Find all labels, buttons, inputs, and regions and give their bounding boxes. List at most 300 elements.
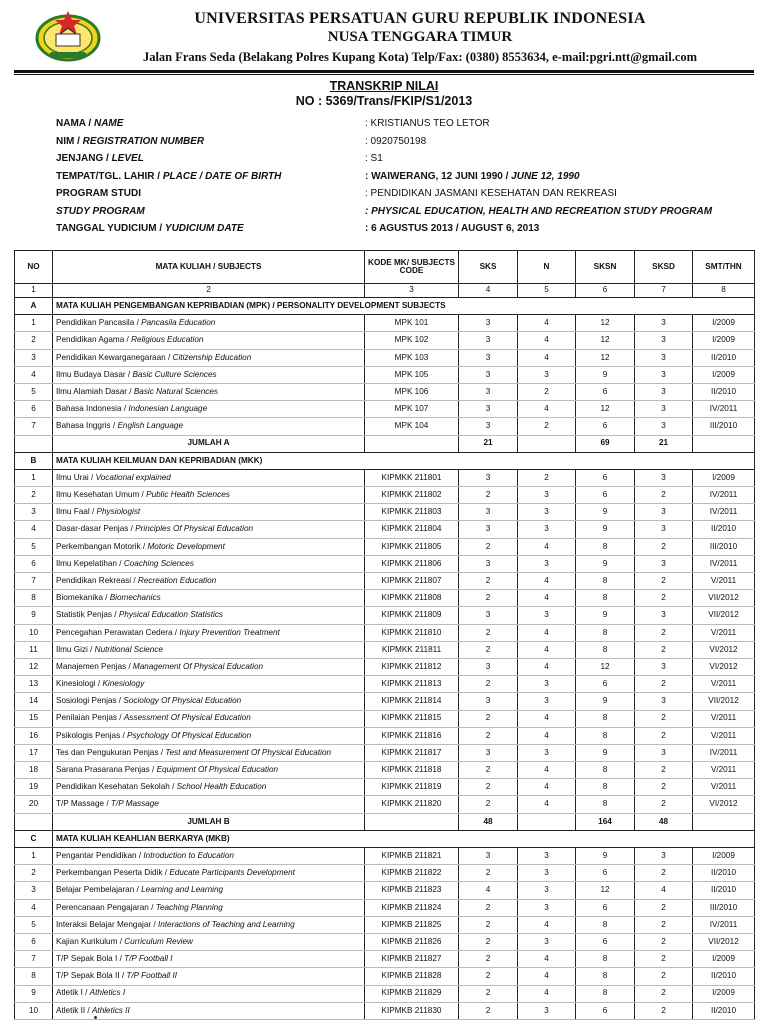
subject-code: MPK 102 bbox=[365, 332, 459, 349]
table-row bbox=[15, 985, 755, 1002]
sks-value: 2 bbox=[459, 624, 518, 641]
sksd-value: 2 bbox=[635, 916, 693, 933]
sksd-value: 3 bbox=[635, 607, 693, 624]
university-address: Jalan Frans Seda (Belakang Polres Kupang Kota) Telp/Fax: (0380) 8553634, e-mail:pgri.ntt@gmail.com bbox=[142, 50, 698, 64]
sksn-value: 12 bbox=[576, 332, 635, 349]
birth-label: TEMPAT/TGL. LAHIR / bbox=[56, 170, 163, 182]
sksd-value: 3 bbox=[635, 469, 693, 486]
column-index: 8 bbox=[693, 284, 755, 298]
subject-cell bbox=[53, 624, 365, 641]
sksd-value: 2 bbox=[635, 676, 693, 693]
row-no: 1 bbox=[15, 315, 53, 332]
subject-cell bbox=[53, 418, 365, 435]
table-row bbox=[15, 555, 755, 572]
semester-value: III/2010 bbox=[693, 899, 755, 916]
table-row bbox=[15, 1002, 755, 1019]
row-no: 14 bbox=[15, 693, 53, 710]
subject-name-en: T/P Football I bbox=[124, 954, 173, 964]
subject-name-en: Basic Culture Sciences bbox=[132, 369, 217, 379]
subject-cell bbox=[53, 744, 365, 761]
total-sksd: 21 bbox=[635, 435, 693, 452]
sksd-value: 2 bbox=[635, 951, 693, 968]
sksd-value: 3 bbox=[635, 366, 693, 383]
subject-code: KIPMKB 211823 bbox=[365, 882, 459, 899]
sksn-value: 8 bbox=[576, 710, 635, 727]
table-row bbox=[15, 676, 755, 693]
sksd-value: 2 bbox=[635, 865, 693, 882]
semester-value: III/2010 bbox=[693, 418, 755, 435]
subject-name-id: T/P Sepak Bola II / bbox=[56, 971, 127, 981]
semester-value: I/2009 bbox=[693, 315, 755, 332]
subject-name-id: T/P Sepak Bola I / bbox=[56, 954, 125, 964]
n-value: 3 bbox=[518, 487, 576, 504]
sksn-value: 6 bbox=[576, 383, 635, 400]
sks-value: 2 bbox=[459, 1002, 518, 1019]
semester-value: VII/2012 bbox=[693, 607, 755, 624]
subject-name-en: Injury Prevention Treatment bbox=[179, 627, 280, 637]
semester-value: II/2010 bbox=[693, 865, 755, 882]
subject-name-en: Biomechanics bbox=[109, 593, 161, 603]
row-no: 4 bbox=[15, 899, 53, 916]
sksn-value: 8 bbox=[576, 573, 635, 590]
level-label: JENJANG / bbox=[56, 153, 112, 164]
semester-value: IV/2011 bbox=[693, 401, 755, 418]
program-en-label: STUDY PROGRAM bbox=[56, 205, 145, 217]
subject-name-id: Ilmu Alamiah Dasar / bbox=[56, 386, 134, 396]
table-row bbox=[15, 744, 755, 761]
sksd-value: 3 bbox=[635, 418, 693, 435]
subject-name-en: Motoric Development bbox=[147, 541, 225, 551]
subject-name-en: Psychology Of Physical Education bbox=[127, 730, 252, 740]
subject-cell bbox=[53, 710, 365, 727]
table-row bbox=[15, 779, 755, 796]
sksd-value: 2 bbox=[635, 487, 693, 504]
section-header-row bbox=[15, 830, 755, 847]
n-value: 4 bbox=[518, 916, 576, 933]
table-row bbox=[15, 641, 755, 658]
row-no: 3 bbox=[15, 349, 53, 366]
n-value: 3 bbox=[518, 1002, 576, 1019]
total-sksn: 164 bbox=[576, 813, 635, 830]
table-row bbox=[15, 469, 755, 486]
row-no: 5 bbox=[15, 916, 53, 933]
table-row bbox=[15, 658, 755, 675]
letterhead bbox=[0, 0, 768, 72]
row-no: 1 bbox=[15, 848, 53, 865]
n-value: 4 bbox=[518, 573, 576, 590]
table-row bbox=[15, 538, 755, 555]
sksd-value: 2 bbox=[635, 968, 693, 985]
sks-value: 3 bbox=[459, 401, 518, 418]
subject-code: KIPMKK 211811 bbox=[365, 641, 459, 658]
n-value: 4 bbox=[518, 349, 576, 366]
subject-name-id: Ilmu Budaya Dasar / bbox=[56, 369, 133, 379]
table-row bbox=[15, 848, 755, 865]
info-row-name bbox=[56, 118, 756, 136]
n-value: 4 bbox=[518, 624, 576, 641]
subject-name-en: Citizenship Education bbox=[172, 352, 252, 362]
student-program: : PENDIDIKAN JASMANI KESEHATAN DAN REKREASI bbox=[365, 188, 617, 199]
header-code: KODE MK/ SUBJECTS CODE bbox=[365, 251, 459, 284]
row-no: 6 bbox=[15, 933, 53, 950]
n-value: 2 bbox=[518, 418, 576, 435]
info-row-level bbox=[56, 153, 756, 171]
sksn-value: 8 bbox=[576, 968, 635, 985]
sksn-value: 9 bbox=[576, 744, 635, 761]
table-row bbox=[15, 504, 755, 521]
sks-value: 2 bbox=[459, 727, 518, 744]
sks-value: 3 bbox=[459, 315, 518, 332]
subject-cell bbox=[53, 555, 365, 572]
row-no: 8 bbox=[15, 590, 53, 607]
subject-cell bbox=[53, 779, 365, 796]
row-no: 6 bbox=[15, 401, 53, 418]
n-value: 2 bbox=[518, 383, 576, 400]
subject-code: MPK 107 bbox=[365, 401, 459, 418]
n-value: 4 bbox=[518, 951, 576, 968]
row-no: 13 bbox=[15, 676, 53, 693]
n-value: 4 bbox=[518, 985, 576, 1002]
sks-value: 2 bbox=[459, 933, 518, 950]
column-index: 2 bbox=[53, 284, 365, 298]
sksn-value: 12 bbox=[576, 882, 635, 899]
semester-value: VI/2012 bbox=[693, 641, 755, 658]
row-no: 18 bbox=[15, 762, 53, 779]
subject-name-en: Kinesiology bbox=[102, 679, 145, 689]
subject-code: KIPMKK 211806 bbox=[365, 555, 459, 572]
sks-value: 3 bbox=[459, 848, 518, 865]
sksn-value: 12 bbox=[576, 315, 635, 332]
subject-cell bbox=[53, 762, 365, 779]
student-birth-en: JUNE 12, 1990 bbox=[511, 170, 580, 182]
subject-name-id: Bahasa Indonesia / bbox=[56, 404, 129, 414]
subject-name-id: Psikologis Penjas / bbox=[56, 730, 127, 740]
table-row bbox=[15, 865, 755, 882]
province-name: NUSA TENGGARA TIMUR bbox=[327, 29, 513, 45]
sks-value: 2 bbox=[459, 899, 518, 916]
header-rule bbox=[14, 70, 754, 73]
column-index: 3 bbox=[365, 284, 459, 298]
sksn-value: 8 bbox=[576, 985, 635, 1002]
subject-code: KIPMKB 211828 bbox=[365, 968, 459, 985]
subject-name-en: English Language bbox=[117, 421, 184, 431]
row-no: 3 bbox=[15, 882, 53, 899]
subject-name-id: Pendidikan Agama / bbox=[56, 335, 132, 345]
sks-value: 3 bbox=[459, 383, 518, 400]
subject-cell bbox=[53, 573, 365, 590]
subject-name-id: Ilmu Kesehatan Umum / bbox=[56, 490, 147, 500]
semester-value: V/2011 bbox=[693, 727, 755, 744]
sks-value: 3 bbox=[459, 366, 518, 383]
sks-value: 3 bbox=[459, 607, 518, 624]
table-row bbox=[15, 332, 755, 349]
sksd-value: 2 bbox=[635, 538, 693, 555]
sksd-value: 2 bbox=[635, 899, 693, 916]
grades-table bbox=[14, 250, 755, 1020]
row-no: 9 bbox=[15, 607, 53, 624]
subject-name-id: Pendidikan Rekreasi / bbox=[56, 575, 138, 585]
column-index: 4 bbox=[459, 284, 518, 298]
sksn-value: 6 bbox=[576, 1002, 635, 1019]
sksd-value: 2 bbox=[635, 590, 693, 607]
subject-name-en: Physiologist bbox=[96, 507, 141, 517]
subject-cell bbox=[53, 882, 365, 899]
sks-value: 3 bbox=[459, 521, 518, 538]
table-row bbox=[15, 401, 755, 418]
semester-value: IV/2011 bbox=[693, 916, 755, 933]
sksd-value: 3 bbox=[635, 848, 693, 865]
sks-value: 2 bbox=[459, 865, 518, 882]
table-row bbox=[15, 933, 755, 950]
student-yudicium: : 6 AGUSTUS 2013 / AUGUST 6, 2013 bbox=[365, 223, 540, 234]
total-label: JUMLAH A bbox=[53, 435, 365, 452]
info-row-birth bbox=[56, 171, 756, 189]
student-level: : S1 bbox=[365, 153, 383, 164]
sks-value: 3 bbox=[459, 349, 518, 366]
sks-value: 3 bbox=[459, 658, 518, 675]
sks-value: 2 bbox=[459, 779, 518, 796]
subject-cell bbox=[53, 916, 365, 933]
sks-value: 3 bbox=[459, 693, 518, 710]
row-no: 2 bbox=[15, 332, 53, 349]
subject-cell bbox=[53, 951, 365, 968]
semester-value: IV/2011 bbox=[693, 504, 755, 521]
n-value: 3 bbox=[518, 504, 576, 521]
subject-code: KIPMKB 211821 bbox=[365, 848, 459, 865]
sksd-value: 3 bbox=[635, 349, 693, 366]
total-label: JUMLAH B bbox=[53, 813, 365, 830]
subject-cell bbox=[53, 521, 365, 538]
sks-value: 3 bbox=[459, 555, 518, 572]
document-title: TRANSKRIP NILAI bbox=[329, 79, 439, 93]
n-value: 3 bbox=[518, 607, 576, 624]
subject-code: KIPMKK 211812 bbox=[365, 658, 459, 675]
sksd-value: 3 bbox=[635, 693, 693, 710]
total-sks: 21 bbox=[459, 435, 518, 452]
table-header-row bbox=[15, 251, 755, 284]
program-label: PROGRAM STUDI bbox=[56, 188, 141, 199]
subject-name-id: Ilmu Kepelatihan / bbox=[56, 558, 124, 568]
sksn-value: 8 bbox=[576, 796, 635, 813]
subject-code: KIPMKK 211805 bbox=[365, 538, 459, 555]
semester-value: V/2011 bbox=[693, 676, 755, 693]
semester-value: I/2009 bbox=[693, 469, 755, 486]
row-no: 4 bbox=[15, 366, 53, 383]
subject-name-en: Indonesian Language bbox=[128, 404, 208, 414]
info-row-nim bbox=[56, 136, 756, 154]
sksn-value: 9 bbox=[576, 555, 635, 572]
semester-value: II/2010 bbox=[693, 521, 755, 538]
sks-value: 2 bbox=[459, 676, 518, 693]
sks-value: 2 bbox=[459, 985, 518, 1002]
subject-cell bbox=[53, 469, 365, 486]
row-no: 17 bbox=[15, 744, 53, 761]
student-birth: : WAIWERANG, 12 JUNI 1990 / bbox=[365, 170, 512, 182]
sksd-value: 2 bbox=[635, 624, 693, 641]
subject-name-en: Interactions of Teaching and Learning bbox=[157, 919, 295, 929]
section-title: MATA KULIAH PENGEMBANGAN KEPRIBADIAN (MPK) / PERSONALITY DEVELOPMENT SUBJECTS bbox=[53, 298, 755, 315]
nim-label-en: REGISTRATION NUMBER bbox=[82, 135, 205, 147]
sks-value: 2 bbox=[459, 710, 518, 727]
sks-value: 2 bbox=[459, 573, 518, 590]
sksd-value: 3 bbox=[635, 744, 693, 761]
total-blank bbox=[693, 813, 755, 830]
info-row-program-en bbox=[56, 206, 756, 224]
yudicium-label: TANGGAL YUDICIUM / bbox=[56, 223, 165, 234]
subject-name-id: Perkembangan Motorik / bbox=[56, 541, 148, 551]
sksn-value: 6 bbox=[576, 676, 635, 693]
subject-name-en: Athletics I bbox=[89, 988, 126, 998]
sksd-value: 2 bbox=[635, 641, 693, 658]
section-header-row bbox=[15, 452, 755, 469]
total-blank bbox=[518, 813, 576, 830]
subject-code: KIPMKK 211804 bbox=[365, 521, 459, 538]
sksd-value: 2 bbox=[635, 710, 693, 727]
row-no: 7 bbox=[15, 951, 53, 968]
subject-code: KIPMKB 211826 bbox=[365, 933, 459, 950]
row-no: 15 bbox=[15, 710, 53, 727]
semester-value: VI/2012 bbox=[693, 658, 755, 675]
semester-value: II/2010 bbox=[693, 968, 755, 985]
subject-code: KIPMKK 211813 bbox=[365, 676, 459, 693]
subject-cell bbox=[53, 590, 365, 607]
n-value: 4 bbox=[518, 762, 576, 779]
subject-code: KIPMKK 211819 bbox=[365, 779, 459, 796]
nim-label: NIM / bbox=[56, 135, 83, 147]
stray-dot bbox=[94, 1016, 97, 1019]
sksn-value: 6 bbox=[576, 933, 635, 950]
header-rule-thin bbox=[14, 74, 754, 75]
total-blank bbox=[693, 435, 755, 452]
sksn-value: 9 bbox=[576, 504, 635, 521]
column-index: 6 bbox=[576, 284, 635, 298]
row-no: 3 bbox=[15, 504, 53, 521]
semester-value: II/2010 bbox=[693, 349, 755, 366]
subject-code: KIPMKK 211807 bbox=[365, 573, 459, 590]
subject-name-en: Pancasila Education bbox=[141, 318, 216, 328]
sksn-value: 9 bbox=[576, 366, 635, 383]
sks-value: 4 bbox=[459, 882, 518, 899]
sksd-value: 2 bbox=[635, 933, 693, 950]
semester-value: V/2011 bbox=[693, 624, 755, 641]
table-row bbox=[15, 573, 755, 590]
subject-cell bbox=[53, 332, 365, 349]
sksd-value: 3 bbox=[635, 504, 693, 521]
subject-code: KIPMKK 211810 bbox=[365, 624, 459, 641]
n-value: 3 bbox=[518, 882, 576, 899]
table-row bbox=[15, 727, 755, 744]
row-no: 1 bbox=[15, 469, 53, 486]
subject-cell bbox=[53, 487, 365, 504]
table-row bbox=[15, 882, 755, 899]
subject-name-en: Public Health Sciences bbox=[146, 490, 230, 500]
table-row bbox=[15, 366, 755, 383]
section-total-row bbox=[15, 435, 755, 452]
table-row bbox=[15, 315, 755, 332]
row-no: 9 bbox=[15, 985, 53, 1002]
sks-value: 3 bbox=[459, 332, 518, 349]
subject-name-en: Assessment Of Physical Education bbox=[123, 713, 251, 723]
header-no: NO bbox=[15, 251, 53, 284]
sksn-value: 8 bbox=[576, 779, 635, 796]
sksd-value: 2 bbox=[635, 1002, 693, 1019]
subject-cell bbox=[53, 658, 365, 675]
sks-value: 2 bbox=[459, 487, 518, 504]
row-no: 12 bbox=[15, 658, 53, 675]
subject-code: KIPMKK 211808 bbox=[365, 590, 459, 607]
subject-cell bbox=[53, 349, 365, 366]
semester-value: IV/2011 bbox=[693, 744, 755, 761]
subject-name-id: T/P Massage / bbox=[56, 799, 111, 809]
subject-name-id: Pengantar Pendidikan / bbox=[56, 850, 144, 860]
sksd-value: 3 bbox=[635, 401, 693, 418]
sksn-value: 9 bbox=[576, 693, 635, 710]
column-index: 1 bbox=[15, 284, 53, 298]
row-no: 19 bbox=[15, 779, 53, 796]
subject-name-id: Pendidikan Kewarganegaraan / bbox=[56, 352, 173, 362]
semester-value: VII/2012 bbox=[693, 590, 755, 607]
pgri-logo-icon bbox=[34, 8, 102, 64]
subject-name-id: Sarana Prasarana Penjas / bbox=[56, 765, 157, 775]
total-sksn: 69 bbox=[576, 435, 635, 452]
subject-code: KIPMKB 211825 bbox=[365, 916, 459, 933]
subject-code: KIPMKK 211814 bbox=[365, 693, 459, 710]
semester-value: IV/2011 bbox=[693, 555, 755, 572]
section-title: MATA KULIAH KEAHLIAN BERKARYA (MKB) bbox=[53, 830, 755, 847]
sks-value: 2 bbox=[459, 641, 518, 658]
sksd-value: 2 bbox=[635, 985, 693, 1002]
semester-value: II/2010 bbox=[693, 1002, 755, 1019]
n-value: 4 bbox=[518, 315, 576, 332]
sks-value: 3 bbox=[459, 504, 518, 521]
sksn-value: 8 bbox=[576, 762, 635, 779]
semester-value: I/2009 bbox=[693, 985, 755, 1002]
sksd-value: 3 bbox=[635, 332, 693, 349]
column-index: 7 bbox=[635, 284, 693, 298]
sksd-value: 3 bbox=[635, 383, 693, 400]
subject-cell bbox=[53, 796, 365, 813]
sksn-value: 8 bbox=[576, 951, 635, 968]
level-label-en: LEVEL bbox=[111, 153, 144, 164]
column-index: 5 bbox=[518, 284, 576, 298]
n-value: 3 bbox=[518, 555, 576, 572]
section-total-row bbox=[15, 813, 755, 830]
yudicium-label-en: YUDICIUM DATE bbox=[164, 223, 244, 234]
subject-name-id: Tes dan Pengukuran Penjas / bbox=[56, 747, 166, 757]
n-value: 4 bbox=[518, 641, 576, 658]
subject-name-id: Statistik Penjas / bbox=[56, 610, 119, 620]
subject-name-en: Religious Education bbox=[131, 335, 204, 345]
subject-cell bbox=[53, 366, 365, 383]
row-no: 16 bbox=[15, 727, 53, 744]
table-row bbox=[15, 710, 755, 727]
sks-value: 3 bbox=[459, 744, 518, 761]
document-number: NO : 5369/Trans/FKIP/S1/2013 bbox=[295, 94, 473, 108]
subject-name-en: Test and Measurement Of Physical Education bbox=[165, 747, 332, 757]
row-no: 10 bbox=[15, 624, 53, 641]
total-blank bbox=[365, 813, 459, 830]
n-value: 4 bbox=[518, 401, 576, 418]
subject-cell bbox=[53, 401, 365, 418]
subject-name-en: Sociology Of Physical Education bbox=[123, 696, 242, 706]
subject-code: KIPMKK 211809 bbox=[365, 607, 459, 624]
subject-name-en: Teaching Planning bbox=[155, 902, 223, 912]
sks-value: 2 bbox=[459, 538, 518, 555]
subject-code: KIPMKK 211817 bbox=[365, 744, 459, 761]
subject-name-id: Belajar Pembelajaran / bbox=[56, 885, 142, 895]
header-sks: SKS bbox=[459, 251, 518, 284]
header-n: N bbox=[518, 251, 576, 284]
